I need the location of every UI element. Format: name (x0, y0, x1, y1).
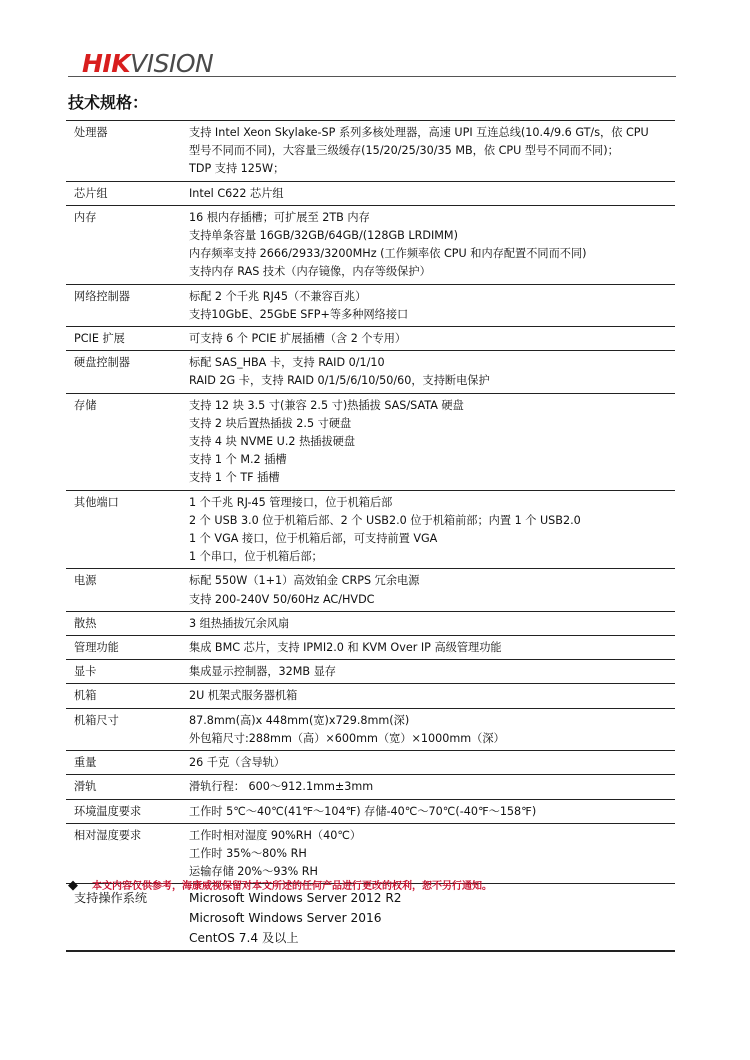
spec-row (66, 569, 675, 611)
spec-value-line: 内存频率支持 2666/2933/3200MHz (工作频率依 CPU 和内存配置不同而不同) (189, 247, 587, 261)
diamond-icon: ◆ (68, 878, 78, 893)
spec-value-line: 型号不同而不同)，大容量三级缓存(15/20/25/30/35 MB，依 CPU 型号不同而不同)； (189, 144, 619, 158)
spec-row (66, 490, 675, 569)
spec-label: 支持操作系统 (66, 884, 189, 952)
spec-value (189, 660, 675, 684)
spec-value-line: 26 千克（含导轨） (189, 756, 286, 770)
spec-value-line: 87.8mm(高)x 448mm(宽)x729.8mm(深) (189, 713, 410, 727)
spec-table (66, 120, 675, 952)
spec-value (189, 205, 675, 284)
spec-label: PCIE 扩展 (66, 327, 189, 351)
spec-row (66, 327, 675, 351)
spec-row (66, 284, 675, 326)
spec-value-line: 工作时相对湿度 90%RH（40℃） (189, 828, 362, 842)
spec-value-line: 标配 550W（1+1）高效铂金 CRPS 冗余电源 (189, 574, 420, 588)
header-divider (68, 76, 676, 77)
spec-value (189, 569, 675, 611)
spec-value (189, 636, 675, 660)
spec-label: 管理功能 (66, 636, 189, 660)
spec-value (189, 121, 675, 182)
spec-value-line: 运输存储 20%～93% RH (189, 865, 318, 879)
spec-row (66, 611, 675, 635)
spec-value-line: 支持单条容量 16GB/32GB/64GB/(128GB LRDIMM) (189, 229, 458, 243)
spec-value-line: CentOS 7.4 及以上 (189, 931, 299, 946)
spec-row (66, 181, 675, 205)
spec-value-line: TDP 支持 125W； (189, 162, 285, 176)
spec-value (189, 708, 675, 750)
spec-label: 网络控制器 (66, 284, 189, 326)
spec-row (66, 205, 675, 284)
spec-value-line: Intel C622 芯片组 (189, 186, 284, 200)
spec-value (189, 775, 675, 799)
spec-value-line: RAID 2G 卡，支持 RAID 0/1/5/6/10/50/60，支持断电保护 (189, 374, 490, 388)
spec-value-line: 16 根内存插槽；可扩展至 2TB 内存 (189, 210, 370, 224)
spec-label: 滑轨 (66, 775, 189, 799)
spec-label: 其他端口 (66, 490, 189, 569)
spec-label: 显卡 (66, 660, 189, 684)
spec-value-line: 集成显示控制器，32MB 显存 (189, 665, 336, 679)
spec-value (189, 284, 675, 326)
spec-row (66, 684, 675, 708)
spec-value-line: 工作时 5℃～40℃(41℉～104℉) 存储-40℃～70℃(-40℉～158℉) (189, 804, 537, 818)
spec-value (189, 327, 675, 351)
spec-value (189, 393, 675, 490)
spec-value-line: 支持 Intel Xeon Skylake-SP 系列多核处理器，高速 UPI 互连总线(10.4/9.6 GT/s，依 CPU (189, 126, 649, 139)
spec-label: 散热 (66, 611, 189, 635)
spec-value-line: 2 个 USB 3.0 位于机箱后部、2 个 USB2.0 位于机箱前部；内置 1 个 USB2.0 (189, 513, 581, 527)
spec-row (66, 775, 675, 799)
spec-row (66, 799, 675, 823)
spec-value-line: 1 个千兆 RJ-45 管理接口，位于机箱后部 (189, 495, 393, 509)
spec-value (189, 799, 675, 823)
spec-label: 相对湿度要求 (66, 823, 189, 884)
spec-value-line: 支持 1 个 M.2 插槽 (189, 453, 287, 467)
spec-value (189, 611, 675, 635)
spec-label: 电源 (66, 569, 189, 611)
spec-value-line: 支持 2 块后置热插拔 2.5 寸硬盘 (189, 416, 352, 430)
page-title: 技术规格： (68, 93, 149, 112)
spec-value-line: 支持内存 RAS 技术（内存镜像，内存等级保护） (189, 265, 431, 279)
spec-value (189, 751, 675, 775)
footnote-text: 本文内容仅供参考，海康威视保留对本文所述的任何产品进行更改的权利，恕不另行通知。 (92, 881, 492, 892)
spec-value-line: 工作时 35%～80% RH (189, 846, 307, 860)
spec-row (66, 823, 675, 884)
spec-row (66, 121, 675, 182)
spec-value (189, 351, 675, 393)
spec-label: 存储 (66, 393, 189, 490)
spec-label: 芯片组 (66, 181, 189, 205)
spec-value-line: 1 个 VGA 接口，位于机箱后部，可支持前置 VGA (189, 532, 438, 546)
spec-value-line: 标配 2 个千兆 RJ45（不兼容百兆） (189, 289, 367, 303)
spec-value (189, 684, 675, 708)
spec-value-line: 支持 4 块 NVME U.2 热插拔硬盘 (189, 435, 356, 449)
spec-value-line: 3 组热插拔冗余风扇 (189, 616, 290, 630)
spec-row (66, 351, 675, 393)
spec-value-line: 标配 SAS_HBA 卡，支持 RAID 0/1/10 (189, 356, 385, 370)
spec-row (66, 708, 675, 750)
spec-value-line: 集成 BMC 芯片，支持 IPMI2.0 和 KVM Over IP 高级管理功能 (189, 641, 502, 655)
spec-value-line: 外包箱尺寸:288mm（高）×600mm（宽）×1000mm（深） (189, 731, 505, 745)
spec-label: 机箱尺寸 (66, 708, 189, 750)
spec-value-line: 可支持 6 个 PCIE 扩展插槽（含 2 个专用） (189, 332, 407, 346)
spec-row (66, 393, 675, 490)
spec-value (189, 884, 675, 952)
footnote (68, 877, 492, 893)
spec-value-line: Microsoft Windows Server 2016 (189, 911, 382, 926)
logo-vision: VISION (130, 49, 214, 78)
spec-value-line: 支持 12 块 3.5 寸(兼容 2.5 寸)热插拔 SAS/SATA 硬盘 (189, 398, 464, 412)
spec-value (189, 823, 675, 884)
spec-row (66, 660, 675, 684)
logo-hik: HIK (82, 49, 131, 78)
spec-label: 内存 (66, 205, 189, 284)
spec-label: 机箱 (66, 684, 189, 708)
spec-label: 重量 (66, 751, 189, 775)
spec-value-line: 支持 1 个 TF 插槽 (189, 471, 280, 485)
spec-label: 硬盘控制器 (66, 351, 189, 393)
spec-value-line: 支持10GbE、25GbE SFP+等多种网络接口 (189, 307, 409, 321)
spec-value (189, 181, 675, 205)
spec-value-line: 2U 机架式服务器机箱 (189, 689, 298, 703)
spec-row (66, 884, 675, 952)
spec-value-line: 1 个串口，位于机箱后部； (189, 550, 323, 564)
spec-value-line: Microsoft Windows Server 2012 R2 (189, 891, 402, 906)
spec-value-line: 支持 200-240V 50/60Hz AC/HVDC (189, 592, 375, 606)
hikvision-logo (82, 50, 213, 78)
spec-row (66, 636, 675, 660)
spec-value-line: 滑轨行程： 600～912.1mm±3mm (189, 780, 374, 794)
spec-row (66, 751, 675, 775)
spec-label: 环境温度要求 (66, 799, 189, 823)
spec-value (189, 490, 675, 569)
spec-label: 处理器 (66, 121, 189, 182)
